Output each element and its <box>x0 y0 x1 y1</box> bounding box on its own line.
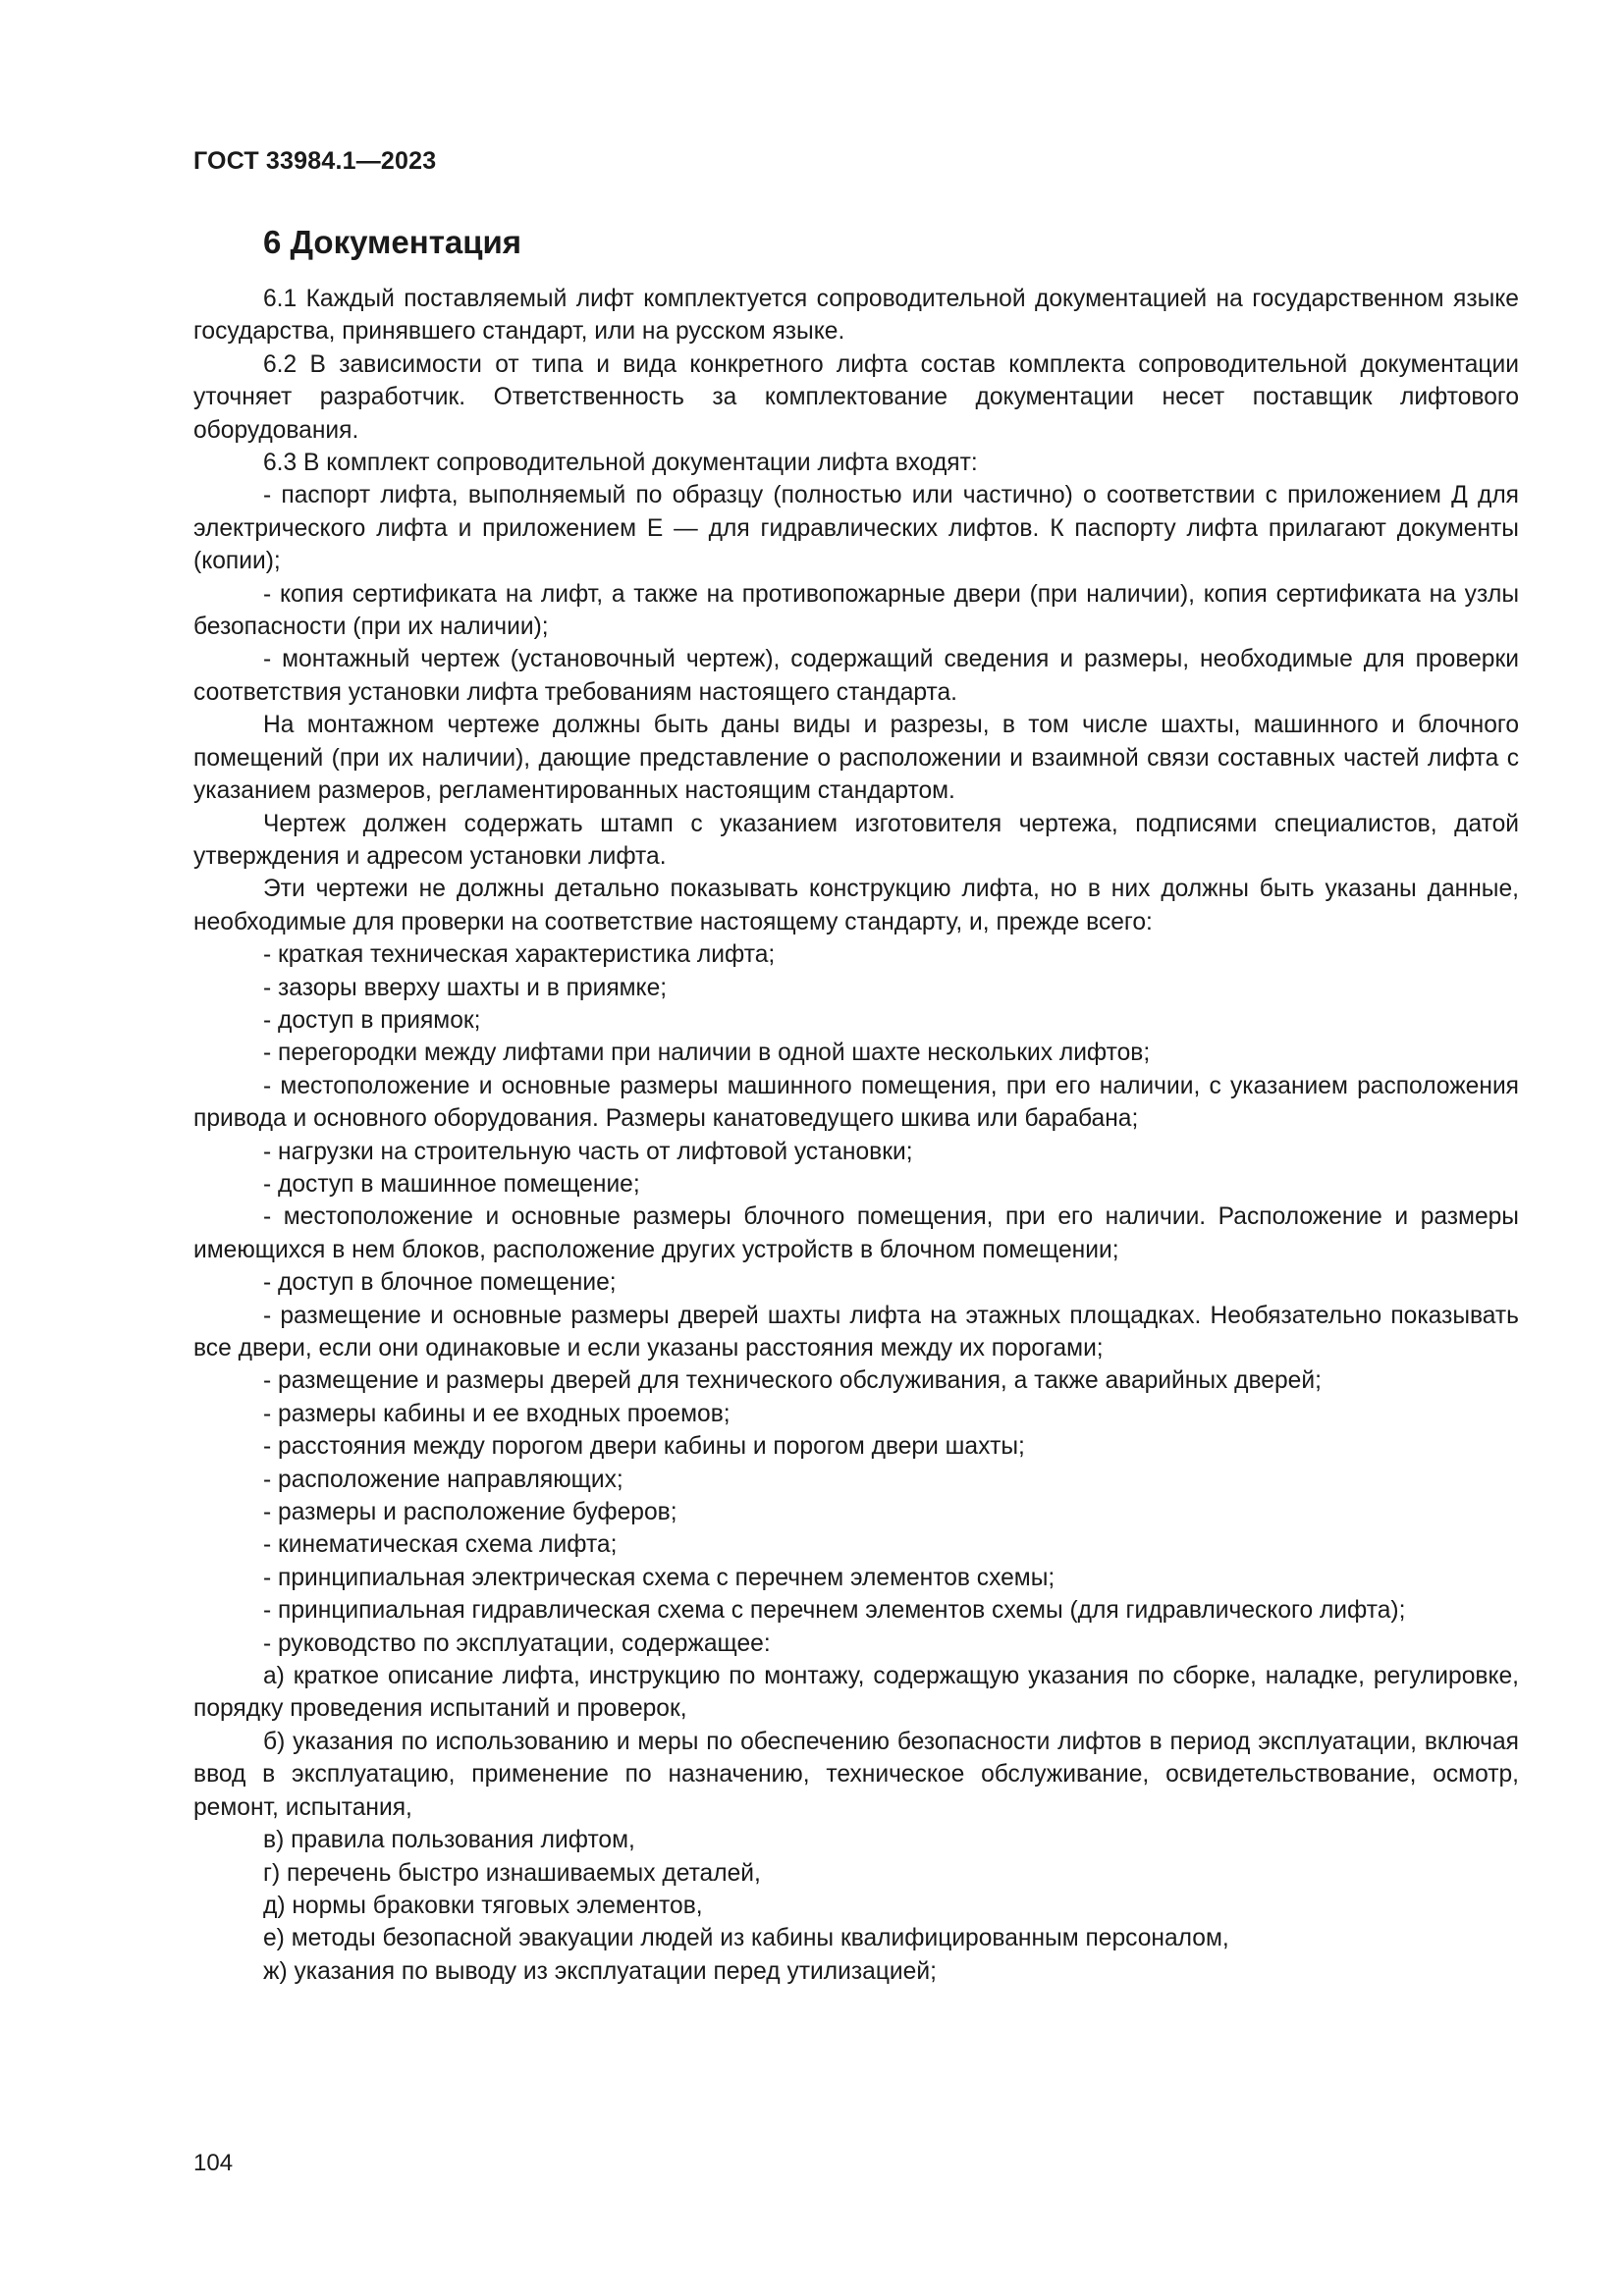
sub-list-item: а) краткое описание лифта, инструкцию по монтажу, содержащую указания по сборке, наладке, регулировке, порядку проведения испытаний и проверок, <box>193 1663 1519 1723</box>
list-item: - местоположение и основные размеры блочного помещения, при его наличии. Расположение и размеры имеющихся в нем блоков, расположение других устройств в блочном помещении; <box>193 1203 1519 1263</box>
paragraph: Эти чертежи не должны детально показывать конструкцию лифта, но в них должны быть указаны данные, необходимые для проверки на соответствие настоящему стандарту, и, прежде всего: <box>193 876 1519 935</box>
sub-list-item: в) правила пользования лифтом, <box>263 1827 635 1854</box>
sub-list-item: б) указания по использованию и меры по обеспечению безопасности лифтов в период эксплуатации, включая ввод в эксплуатацию, применение по назначению, техническое обслуживание, освидетельствование, осмотр, ремонт, испытания, <box>193 1728 1519 1821</box>
sub-list-item: ж) указания по выводу из эксплуатации перед утилизацией; <box>263 1957 937 1985</box>
list-item: - нагрузки на строительную часть от лифтовой установки; <box>263 1138 913 1165</box>
sub-list-item: г) перечень быстро изнашиваемых деталей, <box>263 1859 761 1887</box>
list-item: - доступ в блочное помещение; <box>263 1269 617 1297</box>
list-item: - руководство по эксплуатации, содержащее: <box>263 1629 771 1657</box>
list-item: - размеры кабины и ее входных проемов; <box>263 1400 731 1427</box>
paragraph: 6.3 В комплект сопроводительной документации лифта входят: <box>263 450 978 477</box>
list-item: - принципиальная электрическая схема с перечнем элементов схемы; <box>263 1564 1056 1591</box>
list-item: - краткая техническая характеристика лифта; <box>263 941 776 969</box>
list-item: - перегородки между лифтами при наличии в одной шахте нескольких лифтов; <box>263 1040 1151 1067</box>
list-item: - принципиальная гидравлическая схема с перечнем элементов схемы (для гидравлического лифта); <box>263 1597 1406 1625</box>
list-item: - кинематическая схема лифта; <box>263 1531 618 1559</box>
list-item: - местоположение и основные размеры машинного помещения, при его наличии, с указанием расположения привода и основного оборудования. Размеры канатоведущего шкива или барабана; <box>193 1072 1519 1133</box>
sub-list-item: д) нормы браковки тяговых элементов, <box>263 1892 703 1919</box>
sub-list-item: е) методы безопасной эвакуации людей из кабины квалифицированным персоналом, <box>263 1925 1229 1952</box>
list-item: - размещение и основные размеры дверей шахты лифта на этажных площадках. Необязательно показывать все двери, если они одинаковые и если указаны расстояния между их порогами; <box>193 1302 1519 1362</box>
list-item: - расположение направляющих; <box>263 1466 623 1493</box>
document-header: ГОСТ 33984.1—2023 <box>193 147 437 175</box>
list-item: - зазоры вверху шахты и в приямке; <box>263 974 668 1001</box>
paragraph: 6.2 В зависимости от типа и вида конкретного лифта состав комплекта сопроводительной документации уточняет разработчик. Ответственность за комплектование документации несет поставщик лифтового оборудования. <box>193 350 1519 444</box>
list-item: - копия сертификата на лифт, а также на противопожарные двери (при наличии), копия сертификата на узлы безопасности (при их наличии); <box>193 580 1519 641</box>
list-item: - монтажный чертеж (установочный чертеж), содержащий сведения и размеры, необходимые для проверки соответствия установки лифта требованиям настоящего стандарта. <box>193 646 1519 706</box>
list-item: - паспорт лифта, выполняемый по образцу (полностью или частично) о соответствии с приложением Д для электрического лифта и приложением Е — для гидравлических лифтов. К паспорту лифта прилагают документы (копии); <box>193 482 1519 575</box>
paragraph: Чертеж должен содержать штамп с указанием изготовителя чертежа, подписями специалистов, датой утверждения и адресом установки лифта. <box>193 810 1519 870</box>
paragraph: На монтажном чертеже должны быть даны виды и разрезы, в том числе шахты, машинного и блочного помещений (при их наличии), дающие представление о расположении и взаимной связи составных частей лифта с указанием размеров, регламентированных настоящим стандартом. <box>193 712 1519 805</box>
paragraph: 6.1 Каждый поставляемый лифт комплектуется сопроводительной документацией на государственном языке государства, принявшего стандарт, или на русском языке. <box>193 286 1519 346</box>
list-item: - расстояния между порогом двери кабины и порогом двери шахты; <box>263 1433 1025 1461</box>
list-item: - размещение и размеры дверей для технического обслуживания, а также аварийных дверей; <box>263 1367 1322 1395</box>
body-text <box>193 283 1519 1988</box>
list-item: - размеры и расположение буферов; <box>263 1499 677 1526</box>
list-item: - доступ в приямок; <box>263 1006 481 1034</box>
section-title: 6 Документация <box>263 224 522 260</box>
list-item: - доступ в машинное помещение; <box>263 1170 640 1198</box>
page-number: 104 <box>193 2150 234 2176</box>
